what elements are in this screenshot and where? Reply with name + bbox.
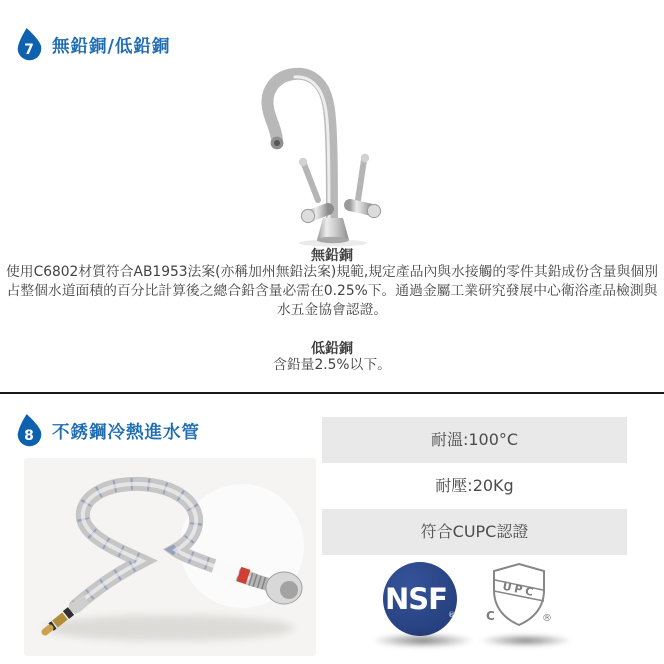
low-lead-copper-title: 低鉛銅 xyxy=(311,341,353,357)
lead-free-copper-title: 無鉛銅 xyxy=(311,248,353,264)
spec-cupc: 符合CUPC認證 xyxy=(322,509,627,555)
lead-free-copper-description: 使用C6802材質符合AB1953法案(亦稱加州無鉛法案)規範,規定產品內與水接觸的零件其鉛成份含量與個別占整個水道面積的百分比計算後之總合鉛含量必需在0.25%下。通過金屬工業研究發展中心衛浴產品檢測與水五金協會認證。 xyxy=(6,264,658,318)
section8-header xyxy=(14,413,200,449)
upc-registered-mark: ® xyxy=(542,613,552,624)
section-divider xyxy=(0,392,664,394)
section8-title: 不銹鋼冷熱進水管 xyxy=(52,422,200,443)
upc-logo-text: UPC xyxy=(501,579,538,600)
low-lead-copper-description: 含鉛量2.5%以下。 xyxy=(273,357,391,373)
water-drop-icon xyxy=(14,413,44,449)
upc-c-mark: C xyxy=(486,609,495,623)
spec-pressure: 耐壓:20Kg xyxy=(322,463,627,509)
section8-number: 8 xyxy=(24,428,34,444)
nsf-logo-text: NSF xyxy=(385,581,447,616)
section7-title: 無鉛銅/低鉛銅 xyxy=(52,36,171,57)
hose-product-image xyxy=(24,458,316,656)
water-drop-icon xyxy=(14,27,44,63)
nsf-logo xyxy=(383,562,457,636)
spec-table xyxy=(322,417,627,555)
upc-logo-shadow xyxy=(479,634,573,647)
section7-header xyxy=(14,27,170,63)
spec-temperature: 耐溫:100°C xyxy=(322,417,627,463)
faucet-product-image xyxy=(232,52,442,248)
section7-number: 7 xyxy=(24,42,34,58)
upc-shield-logo xyxy=(486,560,552,630)
nsf-logo-shadow xyxy=(371,633,475,648)
nsf-registered-mark: ® xyxy=(447,611,455,619)
